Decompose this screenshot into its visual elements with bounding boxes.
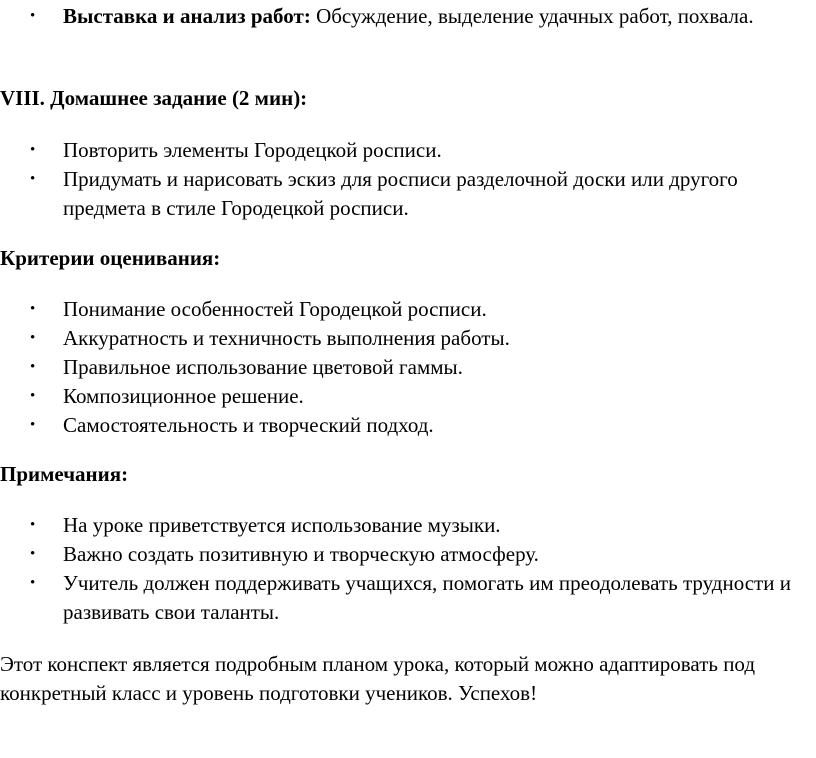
criteria-list xyxy=(0,295,816,440)
list-item: • Понимание особенностей Городецкой росписи. xyxy=(0,295,816,324)
presentation-list xyxy=(0,2,816,31)
list-item-text: Обсуждение, выделение удачных работ, похвала. xyxy=(310,4,754,28)
notes-list xyxy=(0,511,816,627)
list-item: • На уроке приветствуется использование музыки. xyxy=(0,511,816,540)
list-item: • Придумать и нарисовать эскиз для росписи разделочной доски или другого предмета в стиле Городецкой росписи. xyxy=(0,165,816,223)
list-item: • Важно создать позитивную и творческую атмосферу. xyxy=(0,540,816,569)
list-item: • Повторить элементы Городецкой росписи. xyxy=(0,136,816,165)
list-item: • Правильное использование цветовой гаммы. xyxy=(0,353,816,382)
list-item: • Учитель должен поддерживать учащихся, помогать им преодолевать трудности и развивать свои таланты. xyxy=(0,569,816,627)
criteria-heading: Критерии оценивания: xyxy=(0,246,221,270)
list-item xyxy=(0,2,816,31)
list-item-bold-label: Выставка и анализ работ: xyxy=(63,4,311,28)
closing-paragraph: Этот конспект является подробным планом урока, который можно адаптировать под конкретный класс и уровень подготовки учеников. Успехов! xyxy=(0,652,756,705)
notes-heading: Примечания: xyxy=(0,462,129,486)
homework-list xyxy=(0,136,816,223)
list-item: • Композиционное решение. xyxy=(0,382,816,411)
homework-heading: VIII. Домашнее задание (2 мин): xyxy=(0,86,308,110)
list-item: • Аккуратность и техничность выполнения работы. xyxy=(0,324,816,353)
list-item: • Самостоятельность и творческий подход. xyxy=(0,411,816,440)
